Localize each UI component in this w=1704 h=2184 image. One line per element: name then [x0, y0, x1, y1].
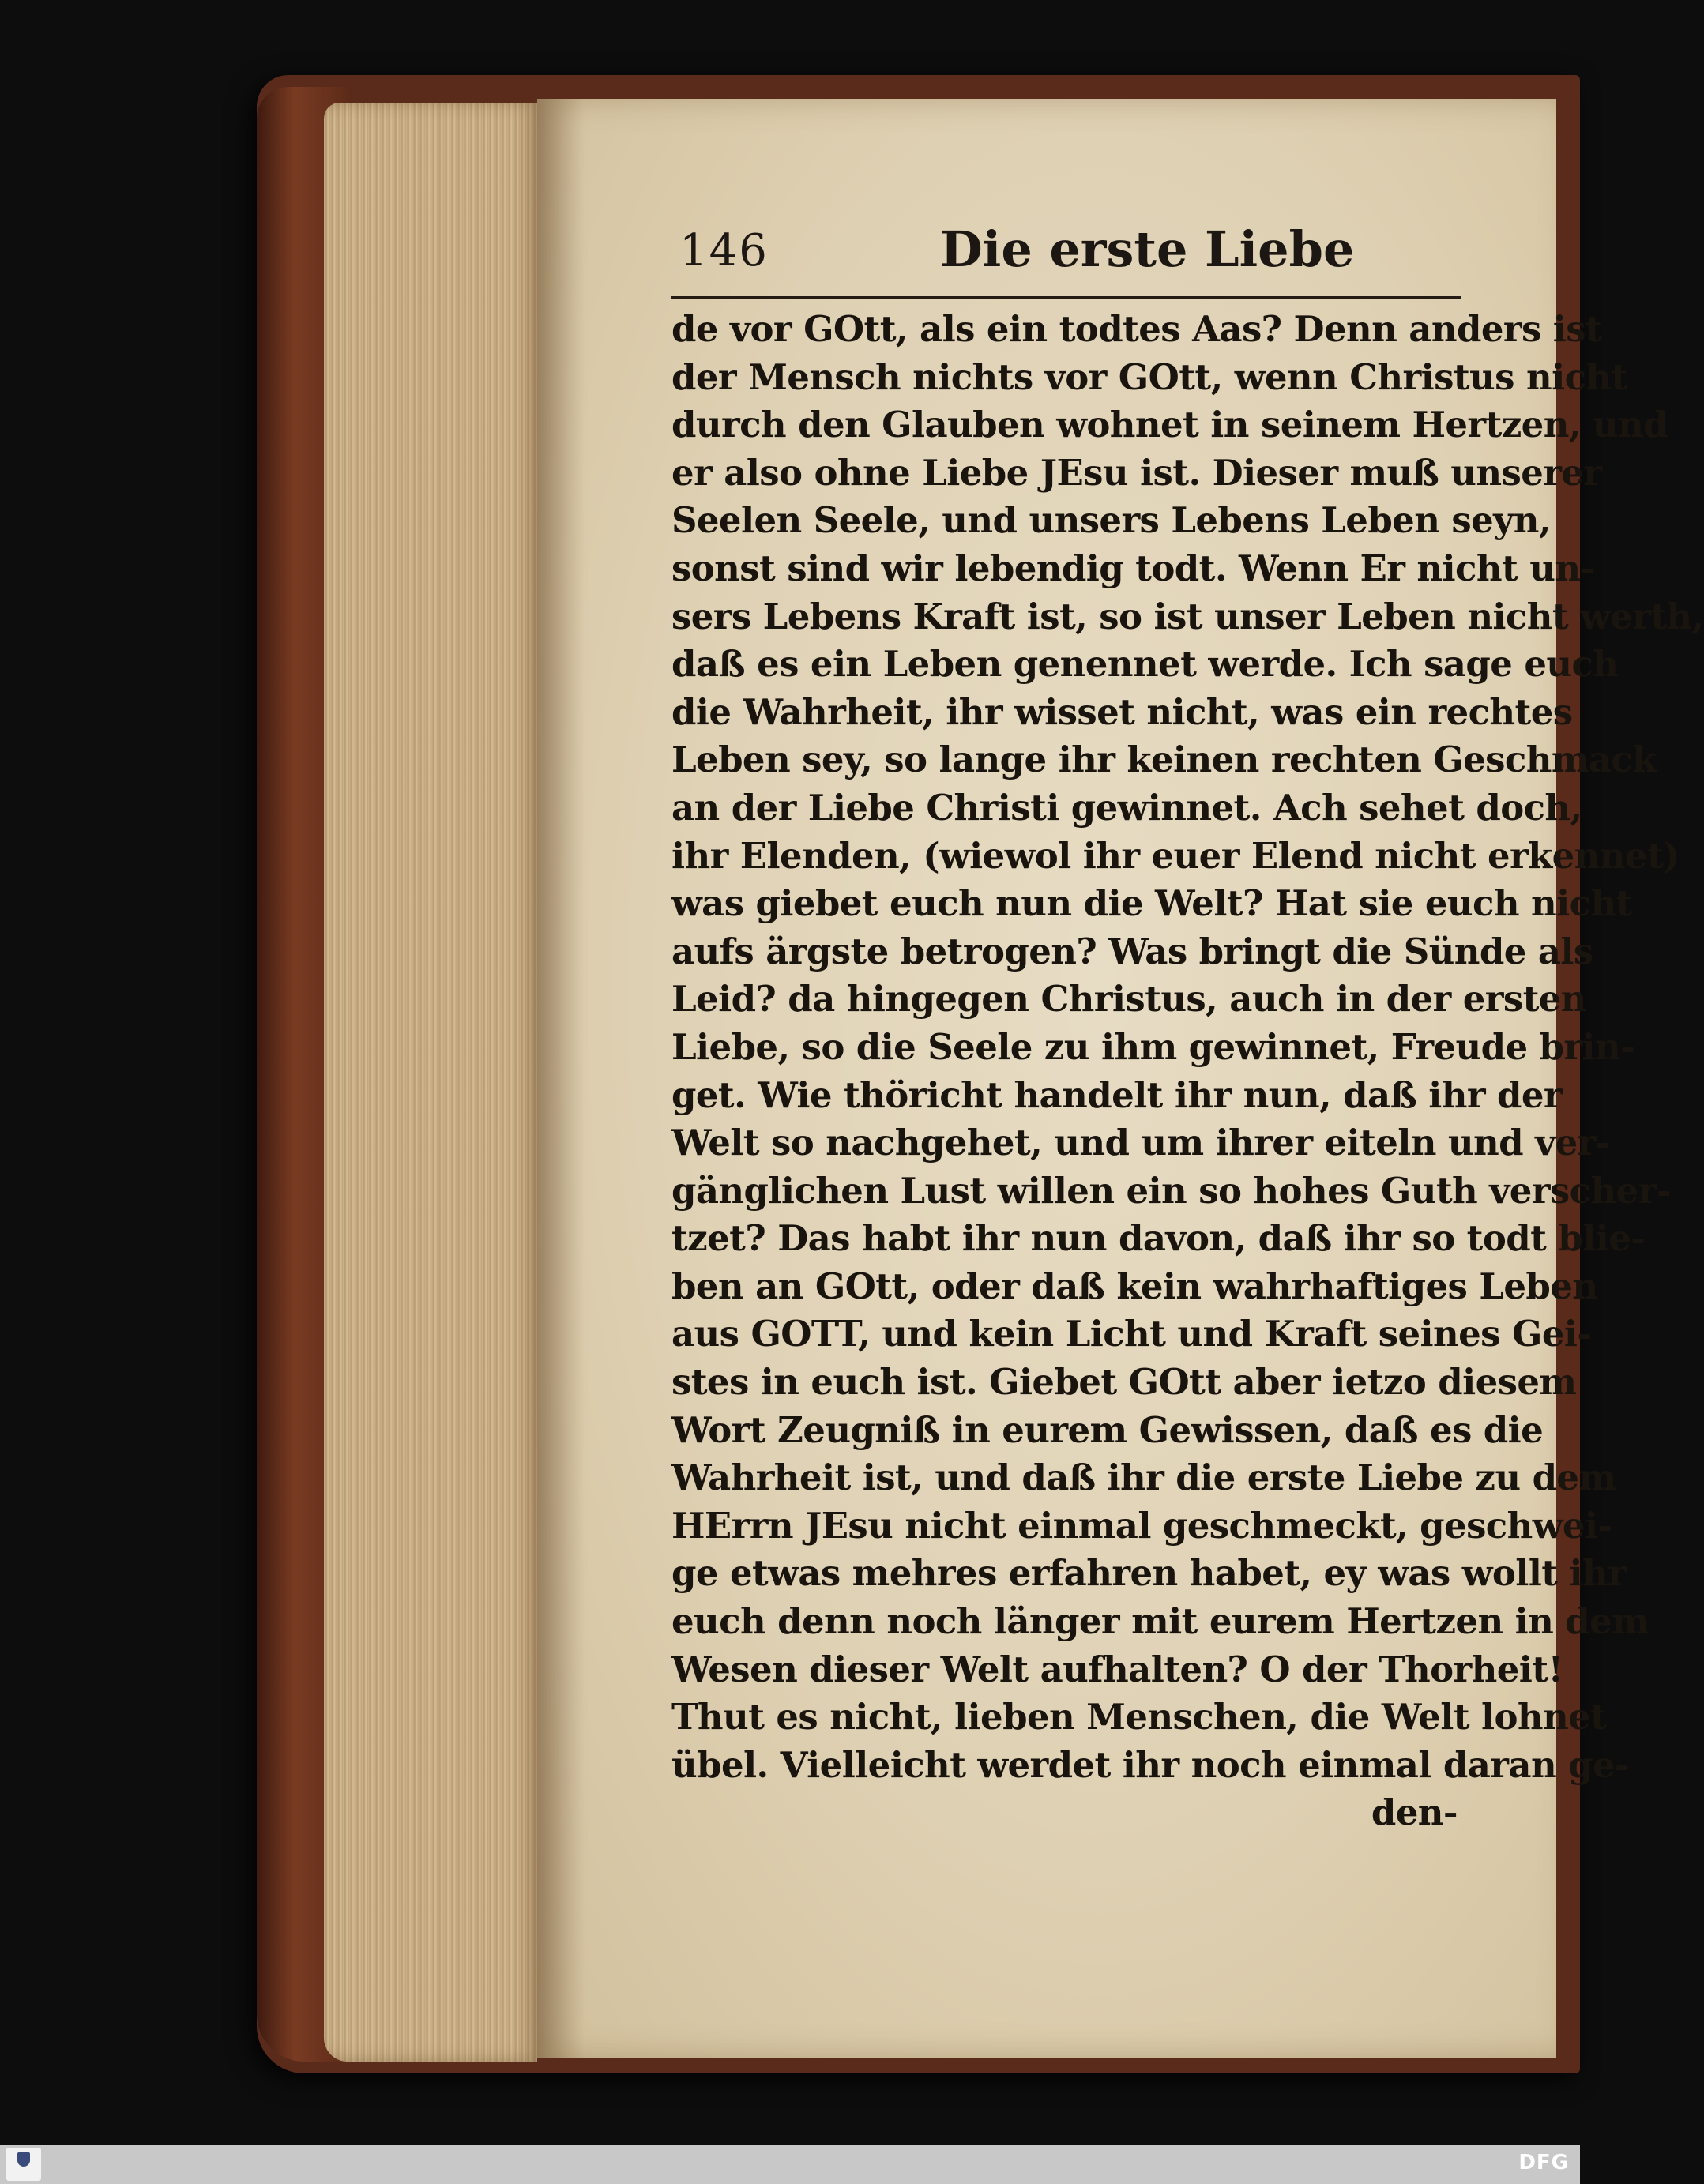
text-line: ge etwas mehres erfahren habet, ey was wollt ihr — [671, 1552, 1627, 1595]
text-line: daß es ein Leben genennet werde. Ich sage euch — [671, 643, 1619, 686]
text-line: aufs ärgste betrogen? Was bringt die Sünde als — [671, 930, 1593, 972]
text-line: euch denn noch länger mit eurem Hertzen in dem — [671, 1600, 1649, 1643]
page-number: 146 — [679, 225, 769, 276]
dfg-logo: DFG — [1518, 2151, 1569, 2175]
text-line: Leben sey, so lange ihr keinen rechten Geschmack — [671, 739, 1657, 781]
text-line: sonst sind wir lebendig todt. Wenn Er nicht un- — [671, 547, 1595, 589]
text-line: get. Wie thöricht handelt ihr nun, daß ihr der — [671, 1073, 1563, 1116]
text-line: sers Lebens Kraft ist, so ist unser Leben nicht werth, — [671, 595, 1704, 637]
text-line: Leid? da hingegen Christus, auch in der ersten — [671, 978, 1586, 1021]
body-text — [671, 306, 1704, 1837]
book-page — [537, 99, 1704, 2058]
text-line: der Mensch nichts vor GOtt, wenn Christus nicht — [671, 355, 1627, 398]
text-line: de vor GOtt, als ein todtes Aas? Denn anders ist — [671, 308, 1602, 350]
text-line: was giebet euch nun die Welt? Hat sie euch nicht — [671, 882, 1632, 925]
catchword: den- — [1371, 1791, 1458, 1834]
text-line: HErrn JEsu nicht einmal geschmeckt, geschwei- — [671, 1504, 1612, 1547]
text-line: stes in euch ist. Giebet GOtt aber ietzo diesem — [671, 1361, 1577, 1404]
text-line: Wort Zeugniß in eurem Gewissen, daß es die — [671, 1408, 1544, 1451]
header-rule — [671, 296, 1461, 299]
text-line: ihr Elenden, (wiewol ihr euer Elend nicht erkennet) — [671, 834, 1680, 877]
text-line: Liebe, so die Seele zu ihm gewinnet, Freude brin- — [671, 1025, 1635, 1068]
gutter-shadow — [537, 99, 585, 2058]
text-line: er also ohne Liebe JEsu ist. Dieser muß unserer — [671, 451, 1602, 494]
text-line: übel. Vielleicht werdet ihr noch einmal daran ge- — [671, 1743, 1630, 1786]
text-line: gänglichen Lust willen ein so hohes Guth verscher- — [671, 1169, 1671, 1212]
text-line: Thut es nicht, lieben Menschen, die Welt lohnet — [671, 1696, 1607, 1739]
text-line: aus GOTT, und kein Licht und Kraft seines Gei- — [671, 1313, 1592, 1355]
text-line: durch den Glauben wohnet in seinem Hertzen, und — [671, 404, 1668, 446]
library-crest-icon — [17, 2152, 30, 2167]
text-line: an der Liebe Christi gewinnet. Ach sehet doch, — [671, 786, 1582, 829]
running-title: Die erste Liebe — [940, 220, 1355, 278]
text-line: Wesen dieser Welt aufhalten? O der Thorheit! — [671, 1648, 1563, 1690]
text-line: Seelen Seele, und unsers Lebens Leben seyn, — [671, 499, 1551, 542]
text-line: die Wahrheit, ihr wisset nicht, was ein rechtes — [671, 690, 1573, 733]
text-line: Welt so nachgehet, und um ihrer eiteln und ver- — [671, 1122, 1610, 1164]
page-header — [679, 209, 1469, 296]
library-logo-icon — [6, 2148, 41, 2181]
text-line: tzet? Das habt ihr nun davon, daß ihr so todt blie- — [671, 1217, 1646, 1260]
text-line: ben an GOtt, oder daß kein wahrhaftiges Leben — [671, 1265, 1598, 1307]
viewer-footer-bar — [0, 2145, 1580, 2184]
page-edges — [324, 103, 537, 2062]
text-line: Wahrheit ist, und daß ihr die erste Liebe zu dem — [671, 1457, 1616, 1499]
